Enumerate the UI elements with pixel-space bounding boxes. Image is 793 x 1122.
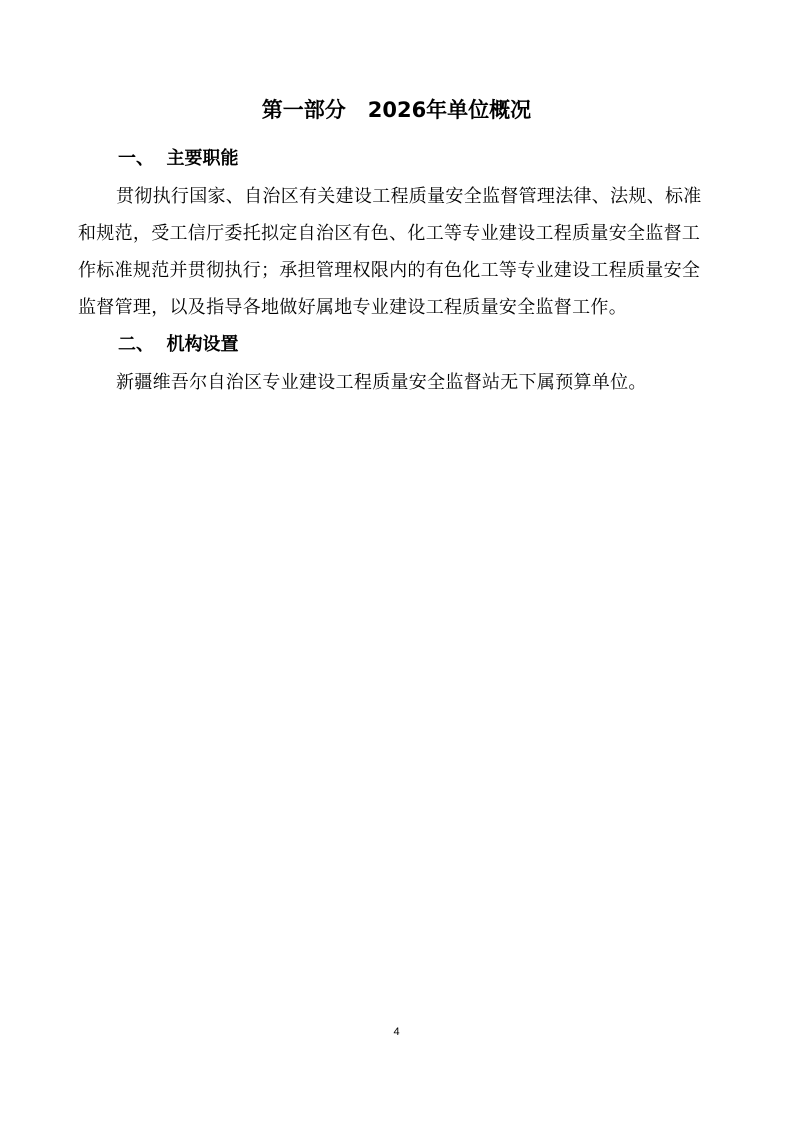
paragraph-line: 和规范，受工信厅委托拟定自治区有色、化工等专业建设工程质量安全监督工 xyxy=(78,223,701,244)
section-heading-main-functions: 一、 主要职能 xyxy=(118,148,239,169)
paragraph-line: 新疆维吾尔自治区专业建设工程质量安全监督站无下属预算单位。 xyxy=(116,372,647,393)
page-title: 第一部分 2026年单位概况 xyxy=(261,98,532,122)
paragraph-line: 作标准规范并贯彻执行；承担管理权限内的有色化工等专业建设工程质量安全 xyxy=(78,260,701,281)
paragraph-line: 监督管理，以及指导各地做好属地专业建设工程质量安全监督工作。 xyxy=(78,297,627,318)
page-number: 4 xyxy=(393,1026,400,1038)
paragraph-line: 贯彻执行国家、自治区有关建设工程质量安全监督管理法律、法规、标准 xyxy=(116,186,702,207)
section-heading-organization: 二、 机构设置 xyxy=(118,334,239,355)
